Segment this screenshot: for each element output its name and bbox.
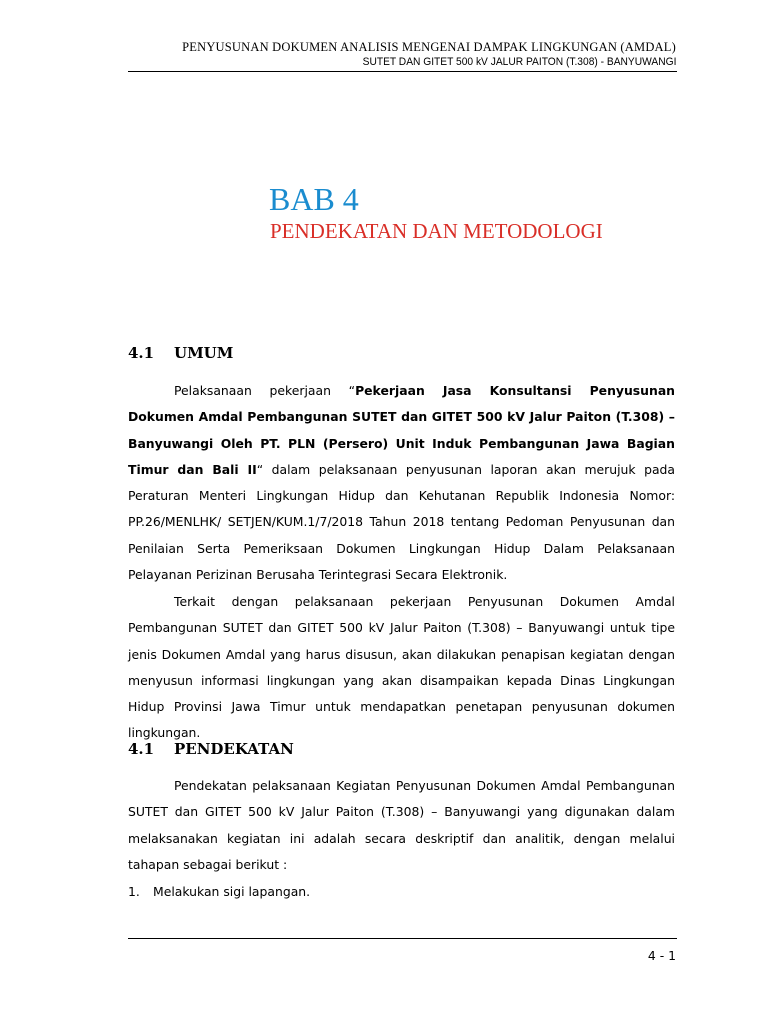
section-heading-umum bbox=[128, 344, 233, 362]
paragraph-pendekatan-1 bbox=[128, 773, 675, 878]
list-item bbox=[128, 884, 310, 899]
chapter-number: BAB 4 bbox=[269, 181, 359, 217]
paragraph-umum-1 bbox=[128, 378, 675, 588]
running-header-title: PENYUSUNAN DOKUMEN ANALISIS MENGENAI DAMPAK LINGKUNGAN (AMDAL) bbox=[182, 40, 676, 54]
header-divider bbox=[128, 71, 677, 72]
paragraph-rest: “ dalam pelaksanaan penyusunan laporan akan merujuk pada Peraturan Menteri Lingkungan Hidup dan Kehutanan Republik Indonesia Nomor: PP.26/MENLHK/ SETJEN/KUM.1/7/2018 Tahun 2018 tentang Pedoman Penyusunan dan Penilaian Serta Pemeriksaan Dokumen Lingkungan Hidup Dalam Pelaksanaan Pelayanan Perizinan Berusaha Terintegrasi Secara Elektronik. bbox=[128, 461, 676, 583]
list-item-number: 1. bbox=[128, 884, 140, 899]
section-heading-pendekatan bbox=[128, 740, 294, 758]
running-header-subtitle: SUTET DAN GITET 500 kV JALUR PAITON (T.308) - BANYUWANGI bbox=[362, 56, 676, 68]
paragraph-lead: Pelaksanaan pekerjaan “ bbox=[174, 383, 356, 398]
section-title: UMUM bbox=[174, 344, 234, 362]
section-number: 4.1 bbox=[128, 740, 155, 758]
paragraph-umum-2 bbox=[128, 589, 675, 747]
paragraph-text: Pendekatan pelaksanaan Kegiatan Penyusunan Dokumen Amdal Pembangunan SUTET dan GITET 500 kV Jalur Paiton (T.308) – Banyuwangi yang digunakan dalam melaksanakan kegiatan ini adalah secara deskriptif dan analitik, dengan melalui tahapan sebagai berikut : bbox=[128, 778, 675, 872]
section-number: 4.1 bbox=[128, 344, 155, 362]
project-name-bold: Pekerjaan Jasa Konsultansi Penyusunan Dokumen Amdal Pembangunan SUTET dan GITET 500 kV Jalur Paiton (T.308) – Banyuwangi Oleh PT. PLN (Persero) Unit Induk Pembangunan Jawa Bagian Timur dan Bali II bbox=[128, 383, 675, 477]
chapter-title: PENDEKATAN DAN METODOLOGI bbox=[270, 219, 603, 243]
page-number: 4 - 1 bbox=[647, 948, 676, 963]
list-item-text: Melakukan sigi lapangan. bbox=[153, 884, 311, 899]
footer-divider bbox=[128, 938, 677, 939]
paragraph-text: Terkait dengan pelaksanaan pekerjaan Penyusunan Dokumen Amdal Pembangunan SUTET dan GITET 500 kV Jalur Paiton (T.308) – Banyuwangi untuk tipe jenis Dokumen Amdal yang harus disusun, akan dilakukan penapisan kegiatan dengan menyusun informasi lingkungan yang akan disampaikan kepada Dinas Lingkungan Hidup Provinsi Jawa Timur untuk mendapatkan penetapan penyusunan dokumen lingkungan. bbox=[128, 594, 675, 741]
section-title: PENDEKATAN bbox=[174, 740, 294, 758]
